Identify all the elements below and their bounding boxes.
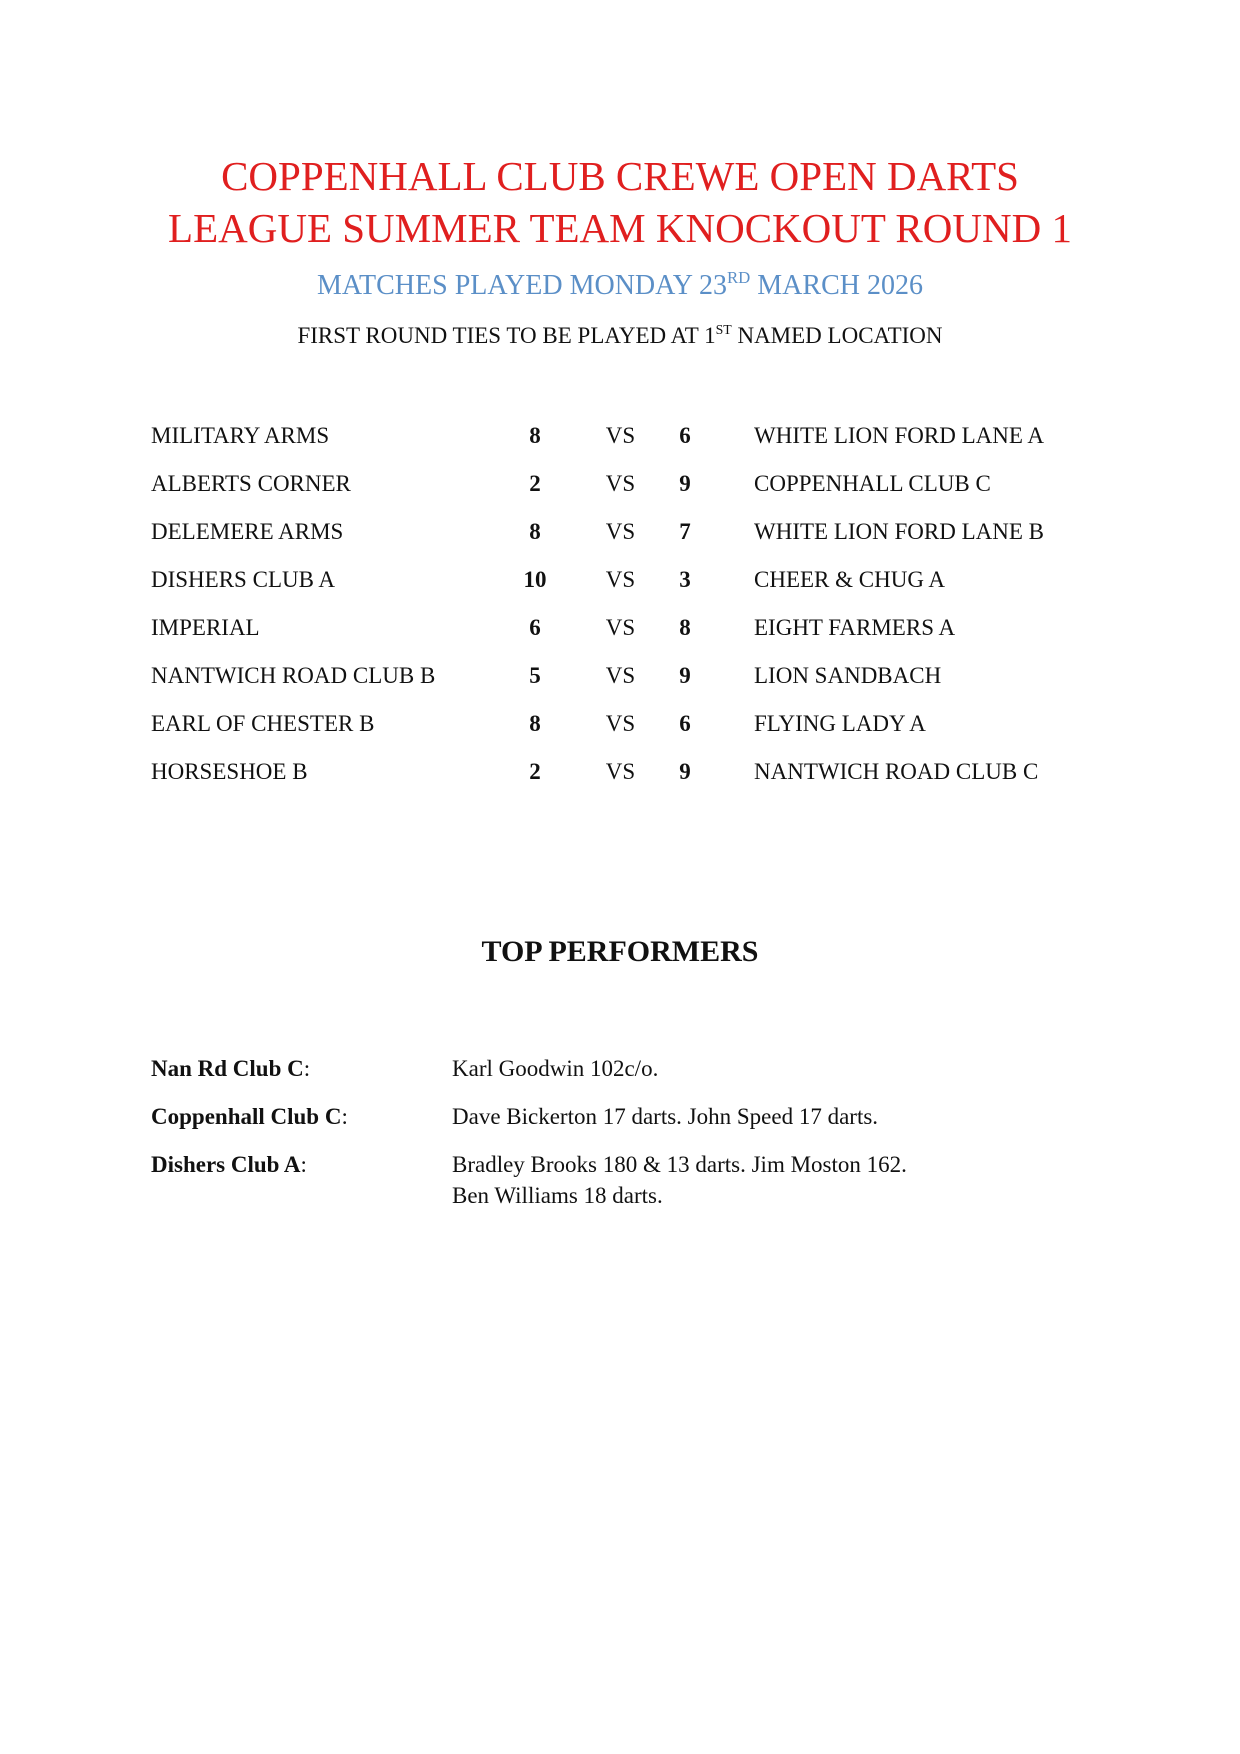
subtitle-ordinal: RD: [726, 268, 751, 288]
away-team: EIGHT FARMERS A: [754, 615, 956, 640]
performer-team: [151, 1141, 307, 1189]
note-tail: NAMED LOCATION: [731, 323, 943, 348]
fixture-row: [0, 700, 1240, 748]
away-team: WHITE LION FORD LANE B: [754, 519, 1045, 544]
performer-team-colon: :: [341, 1104, 348, 1129]
performer-detail: [452, 1045, 1012, 1093]
away-team: FLYING LADY A: [754, 711, 926, 736]
versus-label: VS: [605, 471, 636, 496]
versus-label: VS: [605, 711, 636, 736]
performer-team-colon: :: [300, 1152, 307, 1177]
fixture-row: [0, 508, 1240, 556]
away-score: 6: [679, 711, 691, 736]
versus-label: VS: [605, 615, 636, 640]
away-score: 9: [679, 759, 691, 784]
venue-note: [0, 323, 1240, 349]
performer-team-name: Dishers Club A: [151, 1152, 301, 1177]
top-performers-heading: TOP PERFORMERS: [481, 935, 759, 968]
home-score: 10: [523, 567, 547, 592]
home-team: NANTWICH ROAD CLUB B: [151, 663, 436, 688]
top-performers-list: [0, 1045, 1240, 1220]
away-score: 3: [679, 567, 691, 592]
home-team: DISHERS CLUB A: [151, 567, 336, 592]
performer-team-name: Nan Rd Club C: [151, 1056, 304, 1081]
away-score: 9: [679, 471, 691, 496]
fixture-row: [0, 556, 1240, 604]
home-score: 2: [529, 759, 541, 784]
away-score: 8: [679, 615, 691, 640]
note-text: FIRST ROUND TIES TO BE PLAYED AT 1: [297, 323, 716, 348]
versus-label: VS: [605, 663, 636, 688]
away-team: COPPENHALL CLUB C: [754, 471, 991, 496]
performer-detail: [452, 1141, 1012, 1220]
home-score: 8: [529, 423, 541, 448]
fixture-row: [0, 604, 1240, 652]
away-team: WHITE LION FORD LANE A: [754, 423, 1045, 448]
document-title: [0, 150, 1240, 254]
home-score: 2: [529, 471, 541, 496]
performer-entry: [0, 1093, 1240, 1141]
home-score: 8: [529, 519, 541, 544]
performer-detail-line: Bradley Brooks 180 & 13 darts. Jim Moston 162.: [452, 1152, 907, 1177]
versus-label: VS: [605, 759, 636, 784]
title-line-2: LEAGUE SUMMER TEAM KNOCKOUT ROUND 1: [168, 205, 1072, 251]
note-ordinal: ST: [715, 322, 732, 338]
home-team: MILITARY ARMS: [151, 423, 330, 448]
fixture-row: [0, 748, 1240, 796]
home-score: 5: [529, 663, 541, 688]
performer-detail-line: Karl Goodwin 102c/o.: [452, 1056, 659, 1081]
performer-team: [151, 1093, 348, 1141]
versus-label: VS: [605, 567, 636, 592]
performer-detail-line: Ben Williams 18 darts.: [452, 1183, 663, 1208]
versus-label: VS: [605, 519, 636, 544]
away-team: CHEER & CHUG A: [754, 567, 946, 592]
away-score: 7: [679, 519, 691, 544]
performer-team-name: Coppenhall Club C: [151, 1104, 342, 1129]
fixture-row: [0, 652, 1240, 700]
away-team: LION SANDBACH: [754, 663, 942, 688]
fixtures-list: [0, 412, 1240, 796]
performer-detail-line: Dave Bickerton 17 darts. John Speed 17 darts.: [452, 1104, 879, 1129]
home-team: HORSESHOE B: [151, 759, 308, 784]
subtitle-month-year: MARCH 2026: [750, 270, 923, 301]
performer-entry: [0, 1141, 1240, 1220]
performer-team: [151, 1045, 310, 1093]
versus-label: VS: [605, 423, 636, 448]
subtitle-text: MATCHES PLAYED MONDAY 23: [317, 270, 727, 301]
performer-team-colon: :: [303, 1056, 311, 1081]
away-team: NANTWICH ROAD CLUB C: [754, 759, 1039, 784]
home-team: EARL OF CHESTER B: [151, 711, 375, 736]
fixture-row: [0, 460, 1240, 508]
away-score: 6: [679, 423, 691, 448]
title-line-1: COPPENHALL CLUB CREWE OPEN DARTS: [221, 153, 1019, 199]
home-score: 8: [529, 711, 541, 736]
home-team: ALBERTS CORNER: [151, 471, 351, 496]
home-team: DELEMERE ARMS: [151, 519, 344, 544]
performer-detail: [452, 1093, 1012, 1141]
fixture-row: [0, 412, 1240, 460]
match-date-subtitle: [0, 270, 1240, 302]
away-score: 9: [679, 663, 691, 688]
performer-entry: [0, 1045, 1240, 1093]
home-score: 6: [529, 615, 541, 640]
home-team: IMPERIAL: [151, 615, 260, 640]
